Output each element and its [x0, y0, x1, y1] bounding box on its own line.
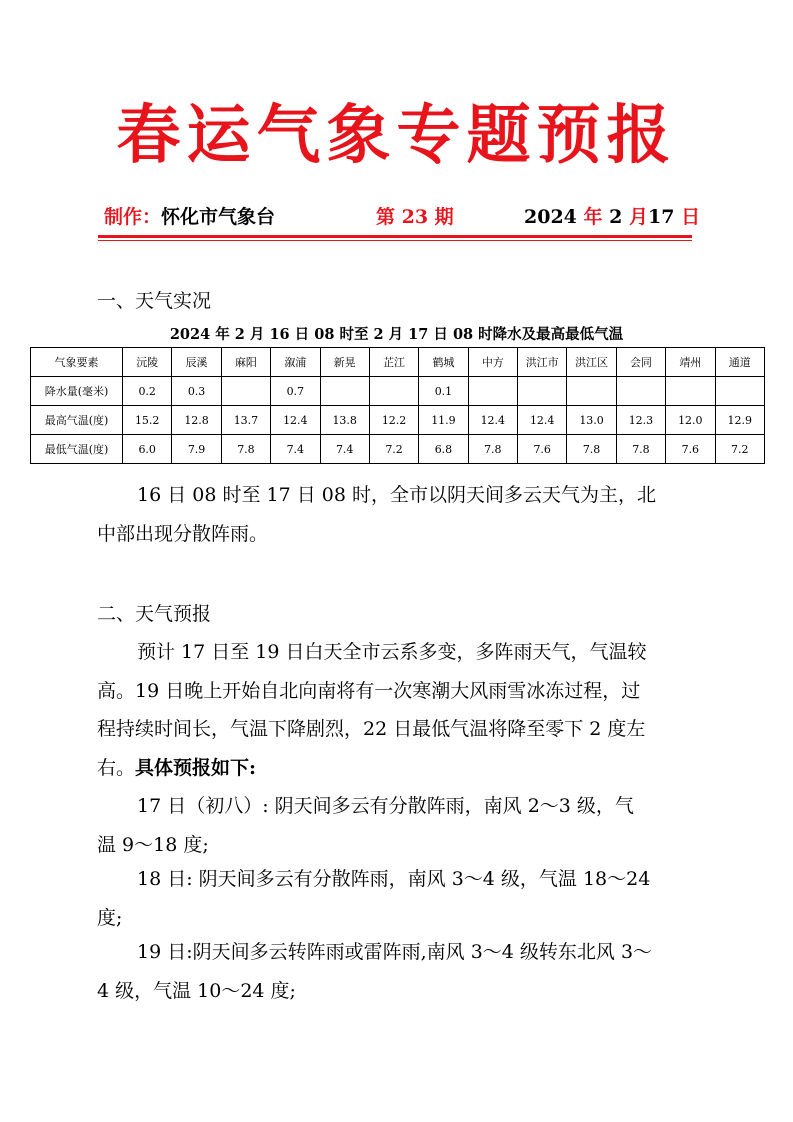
maker: 制作：怀化市气象台: [104, 206, 276, 228]
table-cell: 7.8: [567, 435, 616, 464]
table-caption: 2024 年 2 月 16 日 08 时至 2 月 17 日 08 时降水及最高最低气温: [169, 326, 624, 343]
forecast-17: 17 日（初八）: 阴天间多云有分散阵雨，南风 2～3 级，气 温 9～18 度;: [97, 795, 634, 856]
issue-date: 2024 年 2 月17 日: [524, 206, 701, 228]
table-cell: 7.8: [221, 435, 270, 464]
forecast-19: 19 日:阴天间多云转阵雨或雷阵雨,南风 3～4 级转东北风 3～ 4 级，气温 10～24 度;: [97, 941, 653, 1002]
row-label-cell: 降水量(毫米): [31, 377, 123, 406]
table-cell: 0.1: [419, 377, 468, 406]
observation-table: [30, 347, 765, 464]
forecast-intro: 预计 17 日至 19 日白天全市云系多变，多阵雨天气，气温较 高。19 日晚上开始自北向南将有一次寒潮大风雨雪冰冻过程，过 程持续时间长，气温下降剧烈，22 日最低气温将降至零下 2 度左 右。具体预报如下:: [97, 641, 647, 779]
table-cell: 7.9: [172, 435, 221, 464]
table-cell: 麻阳: [221, 348, 270, 377]
detail-label: 具体预报如下:: [135, 756, 257, 779]
table-cell: 15.2: [123, 406, 172, 435]
table-cell: 鹤城: [419, 348, 468, 377]
table-cell: [616, 377, 665, 406]
header-rule-thick: [98, 235, 692, 238]
table-cell: 洪江市: [518, 348, 567, 377]
table-cell: [468, 377, 517, 406]
table-cell: [369, 377, 418, 406]
table-cell: 7.4: [320, 435, 369, 464]
row-label-cell: 气象要素: [31, 348, 123, 377]
table-cell: 7.6: [518, 435, 567, 464]
table-cell: 中方: [468, 348, 517, 377]
table-cell: 0.2: [123, 377, 172, 406]
table-cell: 12.4: [468, 406, 517, 435]
table-cell: 12.9: [715, 406, 765, 435]
table-cell: 会同: [616, 348, 665, 377]
table-cell: [320, 377, 369, 406]
table-cell: 7.6: [666, 435, 715, 464]
table-cell: 12.8: [172, 406, 221, 435]
forecast-18: 18 日: 阴天间多云有分散阵雨，南风 3～4 级，气温 18～24 度;: [97, 868, 651, 929]
table-cell: 6.8: [419, 435, 468, 464]
table-row: [31, 406, 765, 435]
table-row: [31, 435, 765, 464]
table-cell: 沅陵: [123, 348, 172, 377]
observation-summary: 16 日 08 时至 17 日 08 时，全市以阴天间多云天气为主，北 中部出现分散阵雨。: [97, 484, 656, 545]
table-cell: 12.4: [518, 406, 567, 435]
section2-heading: 二、天气预报: [97, 603, 212, 625]
table-cell: 7.8: [616, 435, 665, 464]
document-title: 春运气象专题预报: [116, 98, 677, 173]
issue-number: 第 23 期: [376, 206, 454, 228]
table-cell: 溆浦: [271, 348, 320, 377]
table-cell: 11.9: [419, 406, 468, 435]
table-row: [31, 377, 765, 406]
table-cell: 6.0: [123, 435, 172, 464]
table-cell: 0.7: [271, 377, 320, 406]
table-cell: 12.2: [369, 406, 418, 435]
table-cell: 7.2: [369, 435, 418, 464]
table-header-row: [31, 348, 765, 377]
section1-heading: 一、天气实况: [97, 290, 212, 312]
table-cell: 辰溪: [172, 348, 221, 377]
table-cell: [518, 377, 567, 406]
row-label-cell: 最低气温(度): [31, 435, 123, 464]
table-cell: 靖州: [666, 348, 715, 377]
table-cell: [715, 377, 765, 406]
table-cell: 7.2: [715, 435, 765, 464]
table-cell: [567, 377, 616, 406]
table-cell: 13.7: [221, 406, 270, 435]
table-cell: 12.0: [666, 406, 715, 435]
table-cell: 洪江区: [567, 348, 616, 377]
row-label-cell: 最高气温(度): [31, 406, 123, 435]
table-cell: 13.0: [567, 406, 616, 435]
table-cell: 0.3: [172, 377, 221, 406]
header-rule-thin: [98, 240, 692, 241]
table-cell: [666, 377, 715, 406]
table-cell: 7.4: [271, 435, 320, 464]
table-cell: [221, 377, 270, 406]
table-cell: 芷江: [369, 348, 418, 377]
table-cell: 12.3: [616, 406, 665, 435]
table-cell: 12.4: [271, 406, 320, 435]
table-cell: 通道: [715, 348, 765, 377]
table-cell: 新晃: [320, 348, 369, 377]
table-cell: 7.8: [468, 435, 517, 464]
table-cell: 13.8: [320, 406, 369, 435]
